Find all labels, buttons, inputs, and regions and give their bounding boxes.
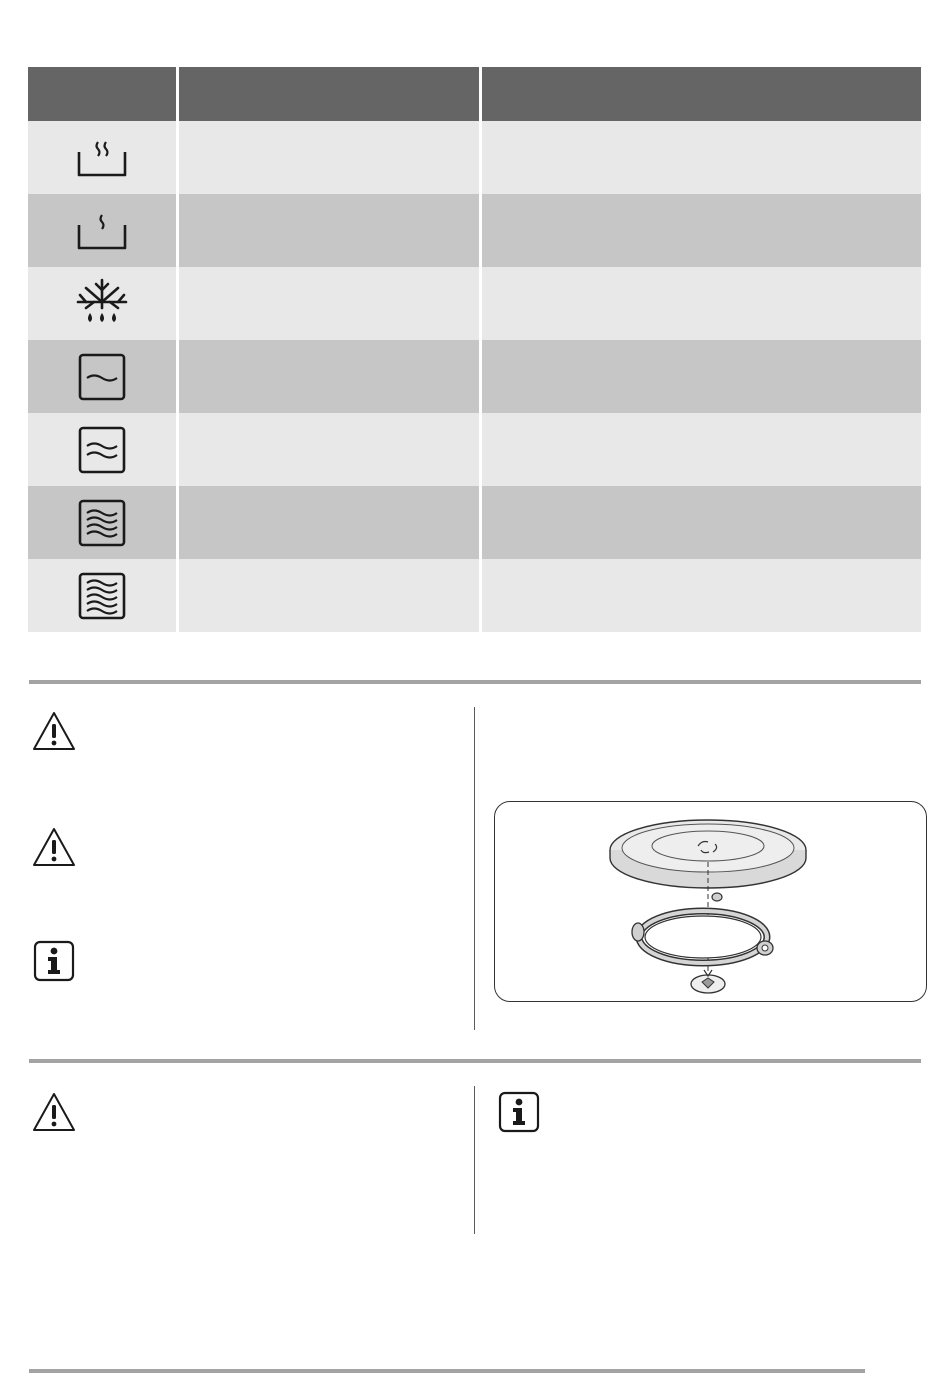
- column-divider: [474, 707, 475, 1030]
- table-row: [28, 340, 921, 413]
- row-usage: [480, 413, 921, 486]
- warning-icon: [31, 826, 77, 868]
- table-row: [28, 267, 921, 340]
- defrost-icon: [74, 278, 130, 330]
- microwave-power-2-icon: [78, 426, 126, 474]
- steam-high-icon: [75, 138, 129, 178]
- warning-icon: [31, 710, 77, 752]
- row-description: [177, 267, 480, 340]
- row-description: [177, 486, 480, 559]
- table-row: [28, 413, 921, 486]
- turntable-assembly-icon: [495, 802, 925, 1000]
- header-description: [177, 67, 480, 121]
- row-description: [177, 340, 480, 413]
- table-row: [28, 121, 921, 194]
- steam-low-icon: [75, 211, 129, 251]
- row-description: [177, 194, 480, 267]
- table-header-row: [28, 67, 921, 121]
- row-usage: [480, 121, 921, 194]
- section-divider-rule: [29, 1059, 921, 1063]
- turntable-illustration-frame: [494, 801, 927, 1002]
- header-symbol: [28, 67, 177, 121]
- table-row: [28, 194, 921, 267]
- section-divider-rule: [29, 680, 921, 684]
- table-row: [28, 559, 921, 632]
- footer-rule: [29, 1369, 865, 1373]
- microwave-power-4-icon: [78, 572, 126, 620]
- microwave-power-1-icon: [78, 353, 126, 401]
- row-usage: [480, 486, 921, 559]
- info-icon: [33, 940, 75, 982]
- row-usage: [480, 340, 921, 413]
- power-level-table: [28, 67, 921, 632]
- row-description: [177, 121, 480, 194]
- row-usage: [480, 194, 921, 267]
- warning-icon: [31, 1091, 77, 1133]
- row-description: [177, 413, 480, 486]
- microwave-power-3-icon: [78, 499, 126, 547]
- row-usage: [480, 267, 921, 340]
- row-usage: [480, 559, 921, 632]
- row-description: [177, 559, 480, 632]
- table-row: [28, 486, 921, 559]
- info-icon: [498, 1091, 540, 1133]
- column-divider: [474, 1086, 475, 1234]
- header-usage: [480, 67, 921, 121]
